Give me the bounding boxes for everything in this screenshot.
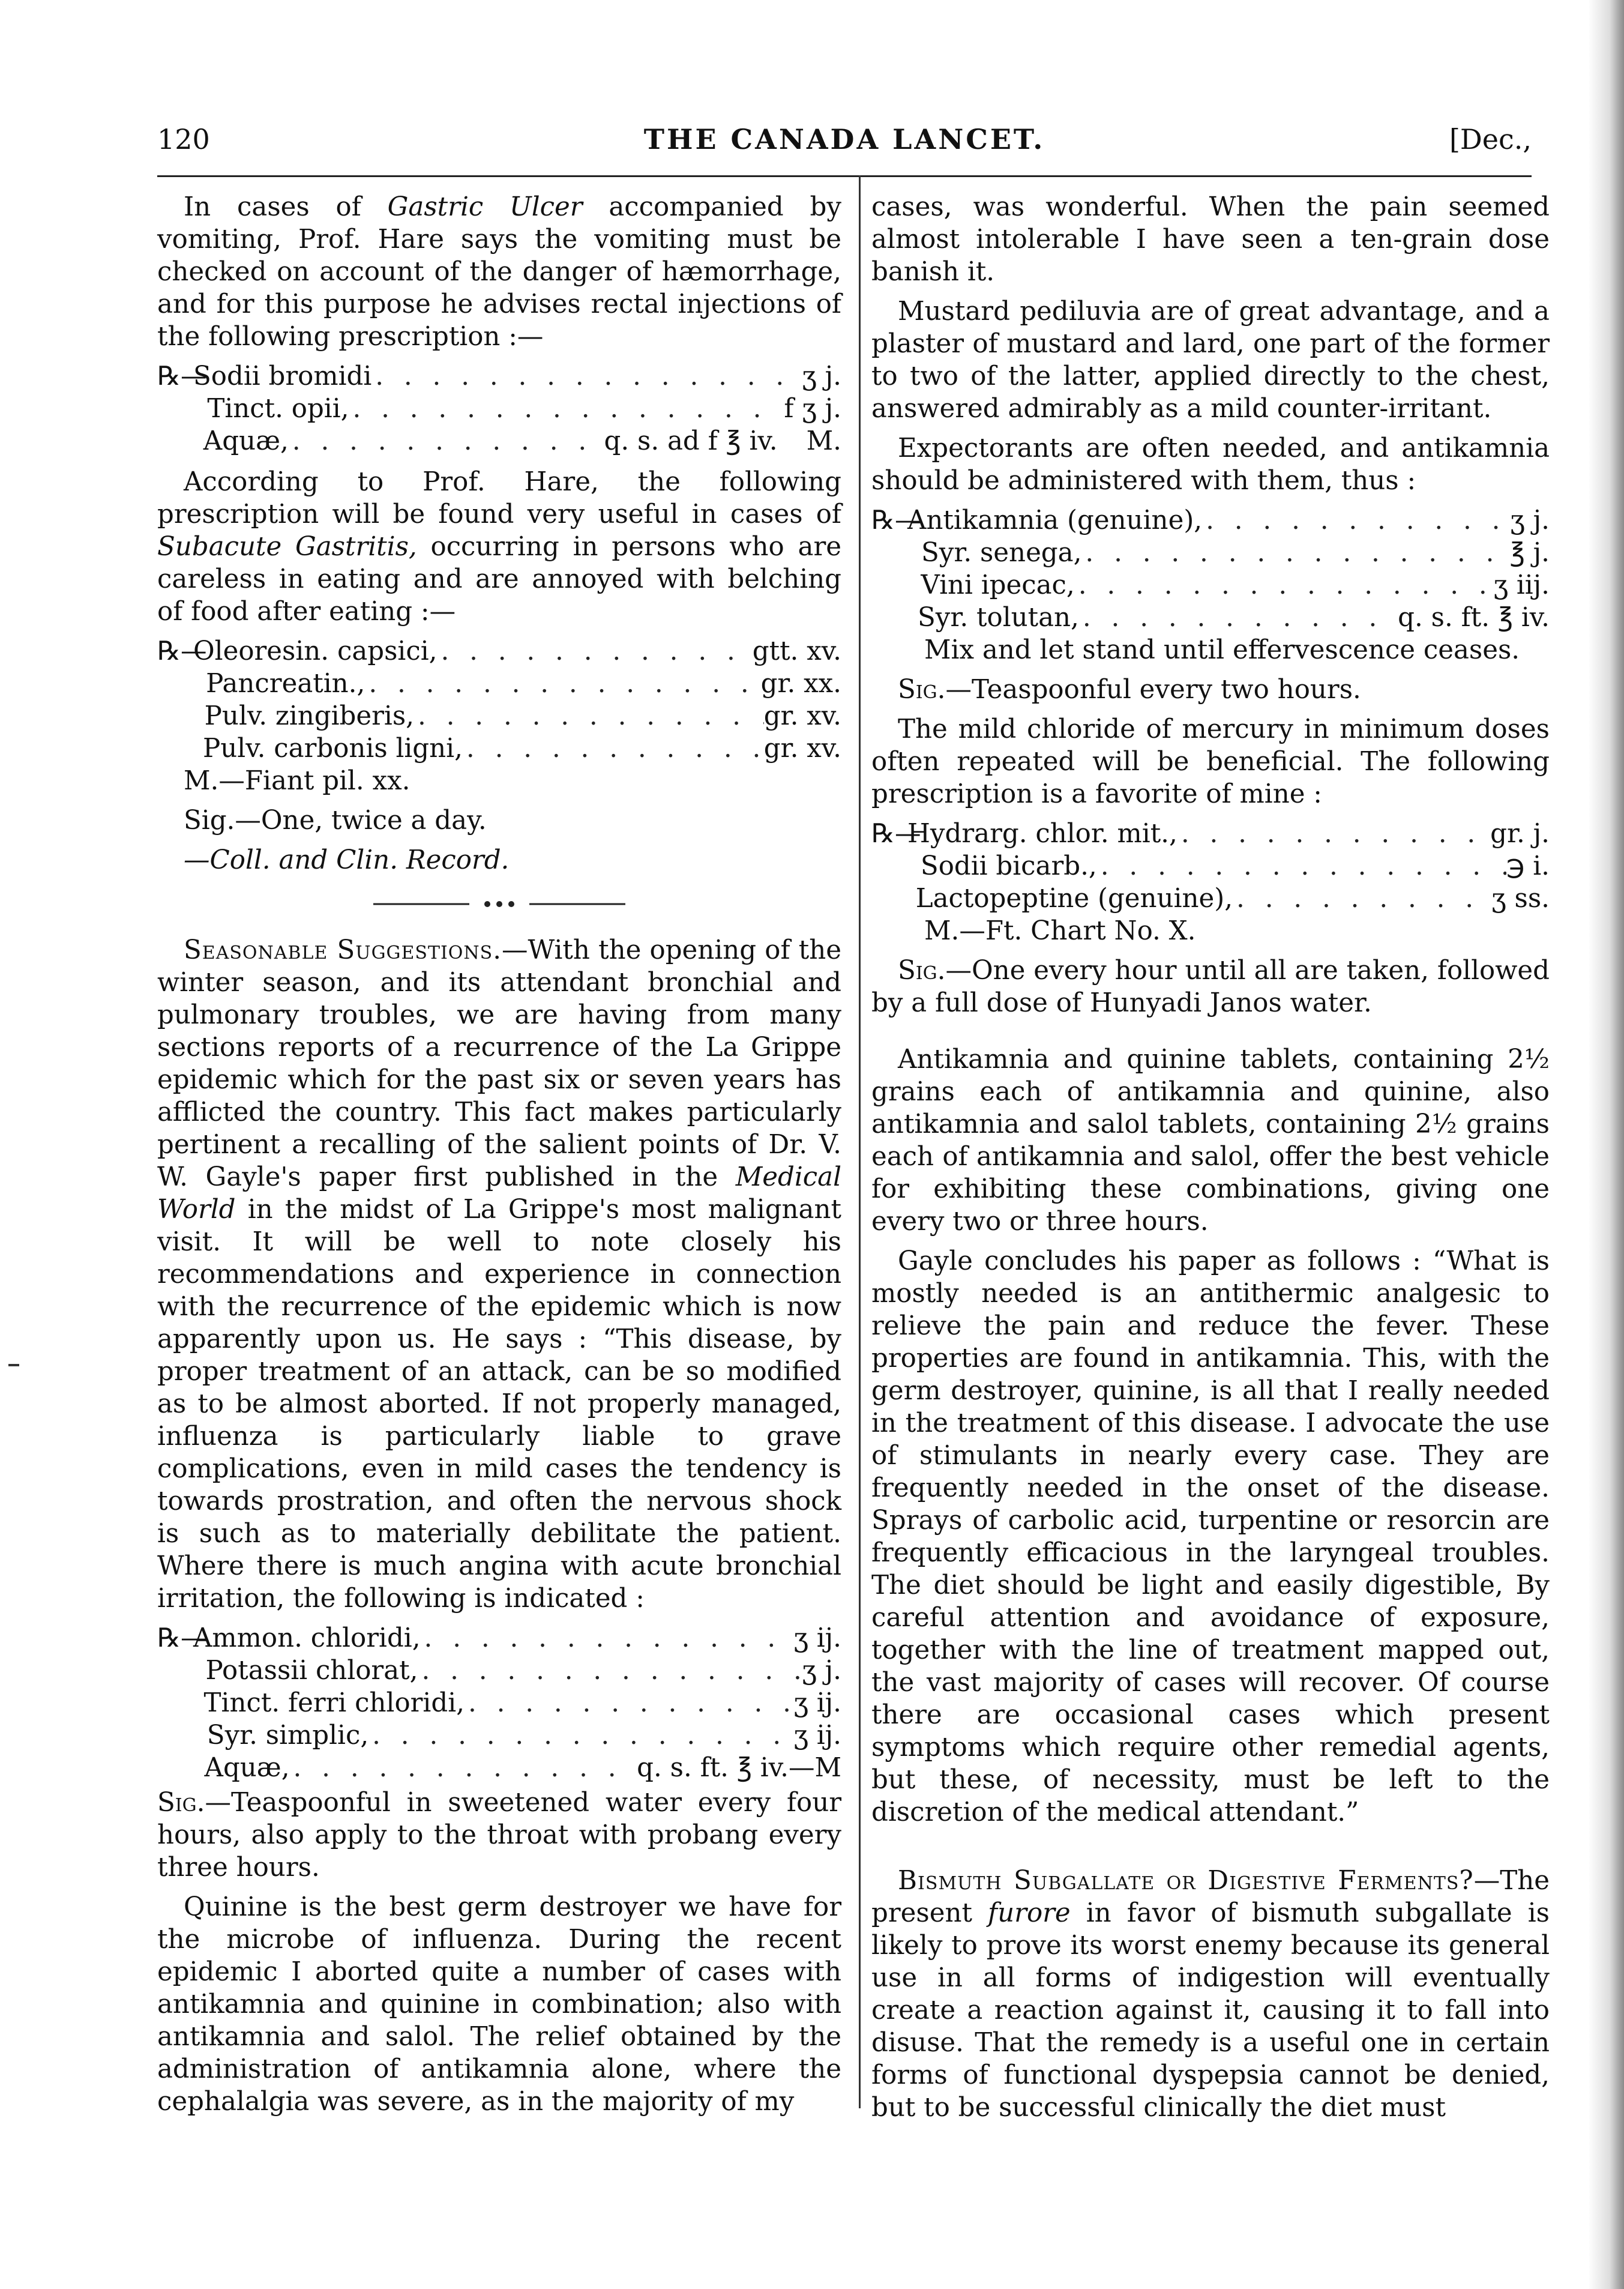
rx4-mix-line: Mix and let stand until effervescence ceases. [924,635,1520,665]
section-heading: Bismuth Subgallate or Digestive Ferments? [898,1866,1474,1896]
rx-dose: gtt. xv. [752,636,841,666]
rx3-sig-paragraph: Sig.—Teaspoonful in sweetened water every four hours, also apply to the throat with probang every three hours. [157,1788,841,1883]
expectorants-paragraph: Expectorants are often needed, and antikamnia should be administered with them, thus : [871,433,1550,496]
rx-leader-dots [349,393,784,425]
rx-leader-dots [368,1719,793,1752]
rx-ingredient: Antikamnia (genuine), [907,505,1203,535]
journal-title: THE CANADA LANCET. [643,123,1045,155]
rx-line [157,732,841,765]
rx-ingredient: Hydrarg. chlor. mit., [907,819,1177,849]
rx-leader-dots [290,1752,637,1784]
rx-dose: ℥ j. [1509,538,1550,568]
rx-leader-dots [1202,504,1510,537]
rx-leader-dots [437,635,752,668]
rx-dose: ʒ ss. [1491,884,1550,914]
rx-mix-mark: M. [806,426,841,456]
rx-ingredient: Lactopeptine (genuine), [915,884,1233,914]
prescription-gastric-ulcer [157,360,841,457]
rx-dose: gr. xv. [763,734,841,764]
subacute-gastritis-paragraph: According to Prof. Hare, the following prescription will be found very useful in cases of Subacute Gastritis, occurring in persons who are careless in eating and are annoyed with belching of food after eating :— [157,467,841,627]
rx-leader-dots [371,360,802,393]
rx-leader-dots [365,668,760,700]
rx-leader-dots [1081,537,1509,569]
column-divider [859,175,861,2108]
attribution: —Coll. and Clin. Record. [184,845,510,875]
rx-dose: q. s. ft. ℥ iv. [1398,603,1550,633]
rx-line [157,700,841,732]
rx-line [157,1622,841,1654]
rx-line [871,882,1550,915]
rx-ingredient: Pulv. carbonis ligni, [203,734,463,764]
rx-ingredient: Pulv. zingiberis, [204,701,414,731]
rx-ingredient: Syr. tolutan, [917,603,1079,633]
rx-symbol: ℞— [871,505,921,535]
rx-ingredient: Potassii chlorat, [205,1656,418,1686]
continued-paragraph: cases, was wonderful. When the pain seemed almost intolerable I have seen a ten-grain dose banish it. [871,192,1550,287]
section-divider [373,898,625,910]
rx-leader-dots [418,1654,802,1687]
rx-leader-dots [421,1622,794,1654]
rx-ingredient: Oleoresin. capsici, [193,636,438,666]
rx-dose: gr. xv. [763,701,841,731]
rx-leader-dots [465,1687,793,1719]
rx-dose: q. s. ad f ℥ iv. [604,426,778,456]
rx4-sig-paragraph: Sig.—Teaspoonful every two hours. [898,675,1361,705]
seasonable-suggestions-paragraph: Seasonable Suggestions.—With the opening of the winter season, and its attendant bronchial and pulmonary troubles, we are having from many sections reports of a recurrence of the La Grippe epidemic which for the past six or seven years has afflicted the country. This fact makes particularly pertinent a recalling of the salient points of Dr. V. W. Gayle's paper first published in the Medical World in the midst of La Grippe's most malignant visit. It will be well to note closely his recommendations and experience in connection with the recurrence of the epidemic which is now apparently upon us. He says : “This disease, by proper treatment of an attack, can be so modified as to be almost aborted. If not properly managed, influenza is particularly liable to grave complications, even in mild cases the tendency is towards prostration, and often the nervous shock is such as to materially debilitate the patient. Where there is much angina with acute bronchial irritation, the following is indicated : [157,935,841,1614]
rx-ingredient: Vini ipecac, [921,570,1075,600]
rx-symbol: ℞— [157,1623,207,1653]
tablets-paragraph: Antikamnia and quinine tablets, containing 2½ grains each of antikamnia and quinine, also antikamnia and salol tablets, containing 2½ grains each of antikamnia and salol, offer the best vehicle for exhibiting these combinations, giving one every two or three hours. [871,1045,1550,1237]
rx-line [157,1752,841,1784]
quinine-paragraph: Quinine is the best germ destroyer we have for the microbe of influenza. During the recent epidemic I aborted quite a number of cases with antikamnia and quinine in combination; also with antikamnia and salol. The relief obtained by the administration of antikamnia alone, where the cephalalgia was severe, as in the majority of my [157,1892,841,2117]
rx-dose: f ʒ j. [784,394,841,424]
rx5-sig-paragraph: Sig.—One every hour until all are taken, followed by a full dose of Hunyadi Janos water. [871,956,1550,1018]
rx-line [157,360,841,393]
rx-symbol: ℞— [871,819,921,849]
rx-leader-dots [414,700,764,732]
rx-ingredient: Tinct. ferri chloridi, [203,1688,465,1718]
rx-line [157,1654,841,1687]
rx-dose: ℈ i. [1506,851,1550,881]
rx-dose: ʒ ij. [793,1688,841,1718]
rx-ingredient: Tinct. opii, [207,394,349,424]
rx2-sig-line: Sig.—One, twice a day. [184,806,487,836]
rx-dose: gr. xx. [760,669,841,699]
rx-leader-dots [1097,850,1506,882]
rx-ingredient: Syr. senega, [921,538,1082,568]
rx-line [871,504,1550,537]
rx-line [157,1687,841,1719]
scan-edge-shadow [1588,0,1624,2289]
scan-mark [8,1364,19,1366]
rx-dose: ʒ j. [1510,505,1550,535]
rx-dose: ʒ j. [802,1656,841,1686]
rx-dose: ʒ j. [802,361,841,391]
rx-leader-dots [289,425,604,457]
rx-dose: ʒ ij. [793,1623,841,1653]
rx-line [157,1719,841,1752]
rx2-mix-line: M.—Fiant pil. xx. [184,766,411,796]
rx-dose: ʒ iij. [1493,570,1550,600]
mercury-paragraph: The mild chloride of mercury in minimum doses often repeated will be beneficial. The following prescription is a favorite of mine : [871,714,1550,809]
rx5-mix-line: M.—Ft. Chart No. X. [924,916,1196,946]
rx-dose: ʒ ij. [793,1721,841,1751]
bismuth-paragraph: Bismuth Subgallate or Digestive Ferments?—The present furore in favor of bismuth subgallate is likely to prove its worst enemy because its general use in all forms of indigestion will eventually create a reaction against it, causing it to fall into disuse. That the remedy is a useful one in certain forms of functional dyspepsia cannot be denied, but to be successful clinically the diet must [871,1866,1550,2123]
rx-ingredient: Pancreatin., [206,669,365,699]
rx-ingredient: Syr. simplic, [206,1721,369,1751]
rx-leader-dots [1079,602,1398,634]
prescription-bronchial [157,1622,841,1784]
rx-line [157,635,841,668]
section-heading: Seasonable Suggestions. [184,935,502,965]
rx-dose: gr. j. [1490,819,1550,849]
rx-line [871,602,1550,634]
rx-dose: q. s. ft. ℥ iv.—M [637,1753,841,1783]
gastric-ulcer-paragraph: In cases of Gastric Ulcer accompanied by vomiting, Prof. Hare says the vomiting must be checked on account of the danger of hæmorrhage, and for this purpose he advises rectal injections of the following prescription :— [157,192,841,352]
rx-line [157,393,841,425]
issue-label: [Dec., [1449,123,1532,155]
rx-line [871,818,1550,850]
rx-ingredient: Aquæ, [203,426,289,456]
header-rule [157,175,1532,177]
page-header [157,123,1532,165]
rx-line [871,537,1550,569]
rx-ingredient: Ammon. chloridi, [193,1623,421,1653]
rx-line [871,569,1550,602]
rx-symbol: ℞— [157,636,207,666]
rx-line [157,425,841,457]
rx-leader-dots [1233,882,1491,915]
rx-leader-dots [1177,818,1490,850]
left-column [157,191,841,2125]
mustard-paragraph: Mustard pediluvia are of great advantage, and a plaster of mustard and lard, one part of the former to two of the latter, applied directly to the chest, answered admirably as a mild counter-irritant. [871,297,1550,424]
rx-symbol: ℞— [157,361,207,391]
prescription-subacute-gastritis [157,635,841,765]
prescription-mercury [871,818,1550,915]
rx-ingredient: Sodii bicarb., [920,851,1097,881]
right-column [871,191,1550,2131]
rx-leader-dots [1075,569,1494,602]
rx-ingredient: Sodii bromidi [193,361,372,391]
gayle-conclusion-paragraph: Gayle concludes his paper as follows : “What is mostly needed is an antithermic analgesic to relieve the pain and reduce the fever. These properties are found in antikamnia. This, with the germ destroyer, quinine, is all that I really needed in the treatment of this disease. I advocate the use of stimulants in nearly every case. They are frequently needed in the onset of the disease. Sprays of carbolic acid, turpentine or resorcin are frequently efficacious in the laryngeal troubles. The diet should be light and easily digestible, By careful attention and avoidance of exposure, together with the line of treatment mapped out, the vast majority of cases will recover. Of course there are occasional cases which present symptoms which require other remedial agents, but these, of necessity, must be left to the discretion of the medical attendant.” [871,1246,1550,1827]
rx-line [157,668,841,700]
rx-ingredient: Aquæ, [204,1753,290,1783]
rx-leader-dots [463,732,764,765]
page-number: 120 [157,123,210,155]
prescription-expectorant [871,504,1550,634]
rx-line [871,850,1550,882]
